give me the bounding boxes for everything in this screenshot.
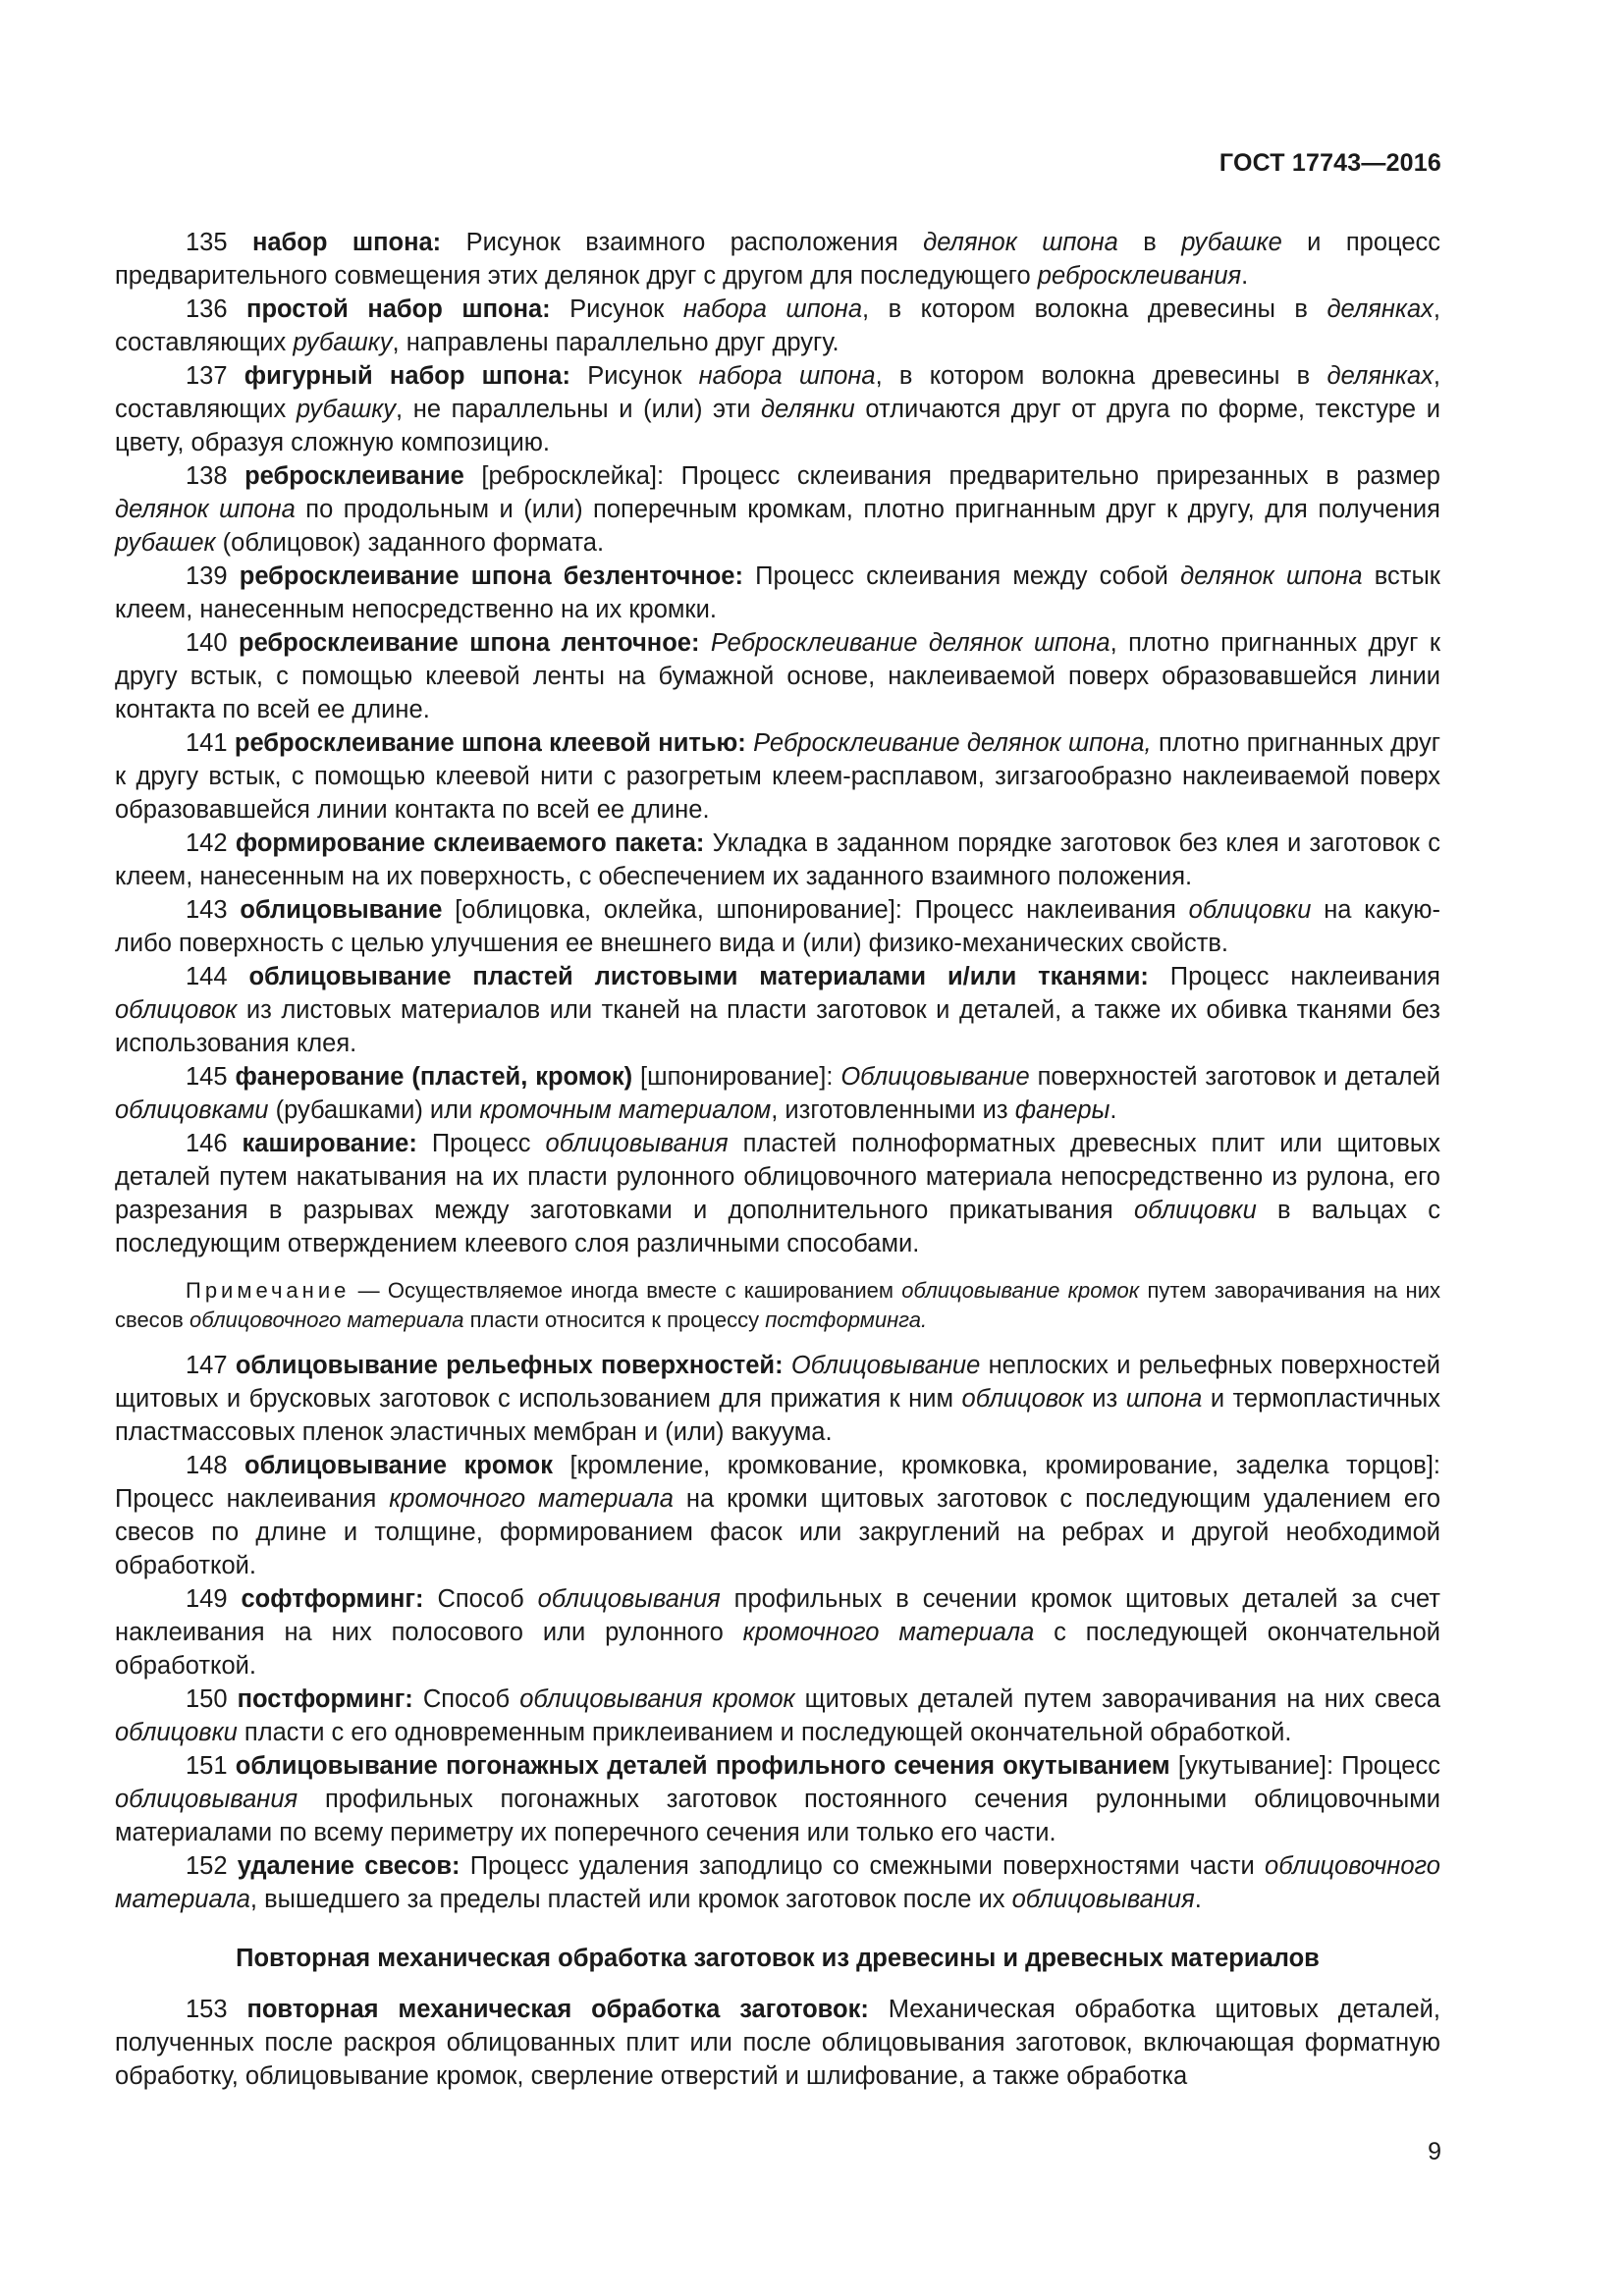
term-entry — [115, 1849, 1440, 1916]
term-reference: облицовок — [115, 996, 238, 1024]
definition-text: на кромки щитовых заготовок с последующим удалением его свесов по длине и толщине, формированием фасок или закруглений на ребрах и другой необходимой обработкой. — [115, 1485, 1440, 1579]
definition-text: плотно пригнанных друг к другу встык, с помощью клеевой нити с разогретым клеем-расплавом, зигзагообразно наклеиваемой поверх образовавшейся линии контакта по всей ее длине. — [115, 729, 1440, 824]
term-list-part3 — [115, 1993, 1440, 2093]
term-entry — [115, 1127, 1440, 1260]
term-entry — [115, 893, 1440, 960]
term-reference: облицовывание кромок — [901, 1278, 1140, 1303]
term-name: облицовывание — [240, 896, 443, 924]
term-reference: кромочного материала — [389, 1485, 674, 1513]
definition-text: [кромление, кромкование, кромковка, кромирование, заделка торцов]: Процесс наклеивания — [115, 1452, 1440, 1513]
definition-text: пласти с его одновременным приклеиванием и последующей окончательной обработкой. — [237, 1719, 1292, 1746]
term-number: 150 — [186, 1685, 228, 1713]
term-entry — [115, 1060, 1440, 1127]
definition-text: по продольным и (или) поперечным кромкам, плотно пригнанным друг к другу, для получения — [295, 496, 1440, 523]
section-heading: Повторная механическая обработка заготовок из древесины и древесных материалов — [236, 1945, 1320, 1972]
term-reference: Облицовывание — [840, 1063, 1030, 1091]
term-reference: постформинга. — [765, 1308, 928, 1332]
term-name: ребросклеивание шпона клеевой нитью: — [234, 729, 746, 757]
term-reference: облицовывания — [537, 1585, 721, 1613]
term-name: ребросклеивание шпона ленточное: — [239, 629, 700, 657]
definition-text: , составляющих — [115, 362, 1440, 423]
definition-text: щитовых деталей путем заворачивания на них свеса — [794, 1685, 1441, 1713]
definition-text: профильных погонажных заготовок постоянного сечения рулонными облицовочными материалами по всему периметру их поперечного сечения или только его части. — [115, 1786, 1440, 1846]
definition-text: поверхностей заготовок и деталей — [1029, 1063, 1440, 1091]
definition-text: Процесс наклеивания — [1148, 963, 1440, 990]
definition-text: [шпонирование]: — [632, 1063, 841, 1091]
definition-text: Процесс — [416, 1130, 546, 1157]
term-reference: делянок шпона — [115, 496, 296, 523]
term-number: 139 — [186, 562, 228, 590]
document-body — [115, 226, 1440, 2093]
term-reference: набора шпона — [698, 362, 876, 390]
definition-text: , изготовленными из — [771, 1096, 1015, 1124]
term-entry — [115, 960, 1440, 1060]
definition-text: — Осуществляемое иногда вместе с кашированием — [350, 1278, 902, 1303]
term-reference: облицовочного материала — [189, 1308, 464, 1332]
term-name: набор шпона: — [251, 229, 442, 256]
definition-text: . — [1110, 1096, 1117, 1124]
term-number: 135 — [186, 229, 228, 256]
definition-text: , плотно пригнанных друг к другу встык, с помощью клеевой ленты на бумажной основе, наклеиваемой поверх образовавшейся линии контакта по всей ее длине. — [115, 629, 1440, 723]
definition-text: , направлены параллельно друг другу. — [392, 329, 839, 356]
term-number: 137 — [186, 362, 228, 390]
definition-text: , в котором волокна древесины в — [875, 362, 1327, 390]
term-entry — [115, 827, 1440, 893]
definition-text: Рисунок — [550, 295, 683, 323]
term-number: 146 — [186, 1130, 228, 1157]
definition-text: Процесс склеивания между собой — [742, 562, 1181, 590]
definition-text: , вышедшего за пределы пластей или кромок заготовок после их — [249, 1886, 1012, 1913]
term-reference: делянок шпона — [1180, 562, 1363, 590]
term-name: облицовывание кромок — [244, 1452, 553, 1479]
term-entry — [115, 1449, 1440, 1582]
definition-text: профильных в сечении кромок щитовых деталей за счет наклеивания на них полосового или рулонного — [115, 1585, 1440, 1646]
term-reference: рубашек — [115, 529, 216, 557]
definition-text: встык клеем, нанесенным непосредственно на их кромки. — [115, 562, 1440, 623]
term-entry — [115, 1582, 1440, 1682]
definition-text: . — [1194, 1886, 1202, 1913]
document-header: ГОСТ 17743—2016 — [1218, 149, 1441, 177]
definition-text: в — [1117, 229, 1182, 256]
term-number: 138 — [186, 462, 228, 490]
term-reference: Облицовывание — [790, 1352, 981, 1379]
definition-text: [ребросклейка]: Процесс склеивания предварительно прирезанных в размер — [463, 462, 1440, 490]
term-entry — [115, 226, 1440, 293]
term-entry — [115, 1349, 1440, 1449]
definition-text: из листовых материалов или тканей на пласти заготовок и деталей, а также их обивка тканями без использования клея. — [115, 996, 1440, 1057]
term-reference: облицовками — [115, 1096, 269, 1124]
term-list-part2 — [115, 1349, 1440, 1916]
term-entry — [115, 560, 1440, 626]
term-number: 153 — [186, 1996, 228, 2023]
definition-text: отличаются друг от друга по форме, текстуре и цвету, образуя сложную композицию. — [115, 396, 1440, 456]
term-reference: облицовки — [1188, 896, 1312, 924]
term-name: постформинг: — [237, 1685, 413, 1713]
definition-text: и процесс предварительного совмещения этих делянок друг с другом для последующего — [115, 229, 1440, 290]
term-reference: облицовывания — [1011, 1886, 1195, 1913]
definition-text: Процесс удаления заподлицо со смежными поверхностями части — [460, 1852, 1266, 1880]
definition-text — [784, 1352, 791, 1379]
term-reference: фанеры — [1014, 1096, 1110, 1124]
term-number: 147 — [186, 1352, 228, 1379]
term-name: простой набор шпона: — [246, 295, 551, 323]
definition-text: из — [1083, 1385, 1126, 1413]
term-entry — [115, 726, 1440, 827]
note-label: Примечание — [186, 1278, 351, 1303]
definition-text: с последующей окончательной обработкой. — [115, 1619, 1440, 1680]
definition-text: на какую-либо поверхность с целью улучшения ее внешнего вида и (или) физико-механических свойств. — [115, 896, 1440, 957]
definition-text: (рубашками) или — [268, 1096, 480, 1124]
term-entry — [115, 359, 1440, 459]
definition-text: . — [1241, 262, 1249, 290]
term-entry — [115, 1993, 1440, 2093]
term-reference: делянки — [761, 396, 855, 423]
term-reference: облицовывания кромок — [519, 1685, 795, 1713]
definition-text: , не параллельны и (или) эти — [396, 396, 762, 423]
note-paragraph — [115, 1276, 1440, 1335]
term-reference: Ребросклеивание делянок шпона, — [753, 729, 1152, 757]
definition-text: , составляющих — [115, 295, 1440, 356]
term-entry — [115, 1749, 1440, 1849]
definition-text: неплоских и рельефных поверхностей щитовых и брусковых заготовок с использованием для прижатия к ним — [115, 1352, 1440, 1413]
term-name: удаление свесов: — [237, 1852, 460, 1880]
term-number: 151 — [186, 1752, 228, 1780]
term-name: софтформинг: — [241, 1585, 424, 1613]
term-entry — [115, 293, 1440, 359]
term-reference: облицовки — [1133, 1197, 1257, 1224]
term-reference: облицовывания — [545, 1130, 729, 1157]
definition-text: , в котором волокна древесины в — [862, 295, 1327, 323]
term-name: ребросклеивание — [244, 462, 464, 490]
term-reference: ребросклеивания — [1037, 262, 1242, 290]
definition-text: [облицовка, оклейка, шпонирование]: Процесс наклеивания — [442, 896, 1189, 924]
term-name: фанерование (пластей, кромок) — [235, 1063, 633, 1091]
term-name: фигурный набор шпона: — [244, 362, 570, 390]
term-reference: делянках — [1326, 362, 1434, 390]
term-reference: Ребросклеивание делянок шпона — [710, 629, 1110, 657]
term-entry — [115, 626, 1440, 726]
term-reference: кромочного материала — [742, 1619, 1035, 1646]
term-reference: делянок шпона — [923, 229, 1118, 256]
term-name: повторная механическая обработка заготовок: — [246, 1996, 869, 2023]
term-entry — [115, 459, 1440, 560]
definition-text: в вальцах с последующим отверждением клеевого слоя различными способами. — [115, 1197, 1440, 1257]
definition-text: и термопластичных пластмассовых пленок эластичных мембран и (или) вакуума. — [115, 1385, 1441, 1446]
term-reference: облицовки — [115, 1719, 238, 1746]
term-number: 141 — [186, 729, 228, 757]
term-reference: облицовок — [961, 1385, 1084, 1413]
definition-text: Рисунок — [569, 362, 699, 390]
definition-text: Укладка в заданном порядке заготовок без клея и заготовок с клеем, нанесенным на их поверхность, с обеспечением их заданного взаимного положения. — [115, 829, 1440, 890]
definition-text: Способ — [423, 1585, 538, 1613]
term-entry — [115, 1682, 1440, 1749]
term-reference: набора шпона — [682, 295, 863, 323]
term-number: 140 — [186, 629, 228, 657]
term-number: 143 — [186, 896, 228, 924]
term-reference: рубашку — [293, 329, 393, 356]
term-reference: делянках — [1326, 295, 1434, 323]
page-number: 9 — [1428, 2138, 1441, 2165]
definition-text: Рисунок взаимного расположения — [441, 229, 924, 256]
term-reference: облицовывания — [115, 1786, 298, 1813]
term-number: 148 — [186, 1452, 228, 1479]
term-reference: шпона — [1125, 1385, 1203, 1413]
term-number: 149 — [186, 1585, 228, 1613]
definition-text: [укутывание]: Процесс — [1169, 1752, 1440, 1780]
term-number: 152 — [186, 1852, 228, 1880]
definition-text: пластей полноформатных древесных плит или щитовых деталей путем накатывания на их пласти рулонного облицовочного материала непосредственно из рулона, его разрезания в разрывах между заготовками и дополнительного прикатывания — [115, 1130, 1440, 1224]
term-name: облицовывание погонажных деталей профильного сечения окутыванием — [235, 1752, 1170, 1780]
term-name: облицовывание пластей листовыми материалами и/или тканями: — [248, 963, 1149, 990]
definition-text: Механическая обработка щитовых деталей, полученных после раскроя облицованных плит или после облицовывания заготовок, включающая форматную обработку, облицовывание кромок, сверление отверстий и шлифование, а также обработка — [115, 1996, 1440, 2090]
term-name: формирование склеиваемого пакета: — [235, 829, 705, 857]
term-reference: кромочным материалом — [479, 1096, 772, 1124]
term-number: 145 — [186, 1063, 228, 1091]
term-name: облицовывание рельефных поверхностей: — [235, 1352, 784, 1379]
term-number: 142 — [186, 829, 228, 857]
term-name: ребросклеивание шпона безленточное: — [239, 562, 743, 590]
term-reference: рубашке — [1181, 229, 1282, 256]
definition-text: Способ — [412, 1685, 520, 1713]
term-number: 136 — [186, 295, 228, 323]
definition-text: (облицовок) заданного формата. — [215, 529, 605, 557]
term-reference: рубашку — [296, 396, 397, 423]
term-reference: облицовочного материала — [115, 1852, 1440, 1913]
term-list-part1 — [115, 226, 1440, 1260]
term-name: каширование: — [242, 1130, 417, 1157]
term-number: 144 — [186, 963, 228, 990]
definition-text — [699, 629, 710, 657]
definition-text: пласти относится к процессу — [463, 1308, 766, 1332]
definition-text: путем заворачивания на них свесов — [115, 1278, 1440, 1332]
